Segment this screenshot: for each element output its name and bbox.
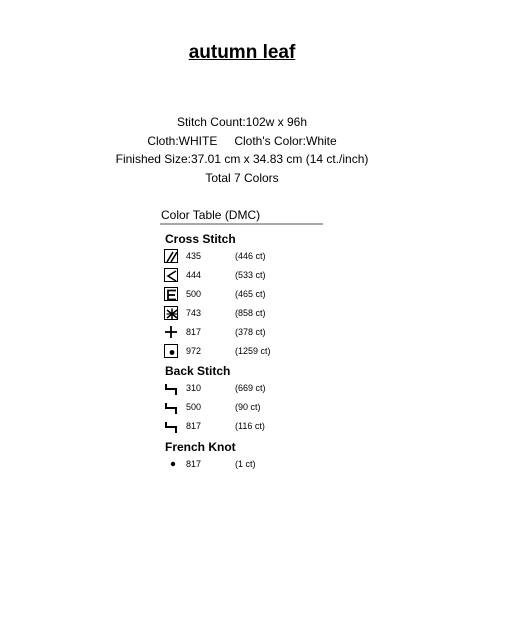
color-code: 817 [186, 421, 202, 431]
back-stitch-line-icon [164, 400, 180, 416]
stitch-count-value: (1 ct) [235, 459, 256, 469]
letter-e-icon [164, 287, 178, 301]
stitch-count: Stitch Count:102w x 96h [176, 115, 308, 129]
back-stitch-line-icon [164, 419, 180, 435]
back-stitch-heading: Back Stitch [165, 364, 231, 378]
stitch-count-value: (858 ct) [235, 308, 266, 318]
stitch-count-value: (90 ct) [235, 402, 261, 412]
back-stitch-line-icon [164, 381, 180, 397]
stitch-count-value: (533 ct) [235, 270, 266, 280]
cloth-label: Cloth:WHITE [147, 134, 218, 148]
stitch-count-value: (465 ct) [235, 289, 266, 299]
cross-stitch-heading: Cross Stitch [165, 232, 236, 246]
less-than-icon [164, 268, 178, 282]
finished-size: Finished Size:37.01 cm x 34.83 cm (14 ct./inch) [115, 152, 369, 166]
french-knot-dot-icon [164, 457, 180, 473]
dot-icon [164, 344, 178, 358]
color-code: 500 [186, 402, 202, 412]
plus-icon [164, 325, 178, 339]
color-code: 435 [186, 251, 202, 261]
color-code: 817 [186, 459, 202, 469]
color-table-title: Color Table (DMC) [161, 208, 261, 222]
double-slash-icon [164, 249, 178, 263]
color-code: 500 [186, 289, 202, 299]
stitch-count-value: (446 ct) [235, 251, 266, 261]
stitch-count-value: (669 ct) [235, 383, 266, 393]
asterisk-icon [164, 306, 178, 320]
stitch-count-value: (116 ct) [235, 421, 265, 431]
color-table-divider [160, 223, 323, 225]
color-code: 972 [186, 346, 202, 356]
color-code: 310 [186, 383, 202, 393]
color-code: 817 [186, 327, 202, 337]
cloth-color-label: Cloth's Color:White [234, 134, 337, 148]
french-knot-heading: French Knot [165, 440, 236, 454]
color-code: 743 [186, 308, 202, 318]
total-colors: Total 7 Colors [205, 171, 279, 185]
stitch-count-value: (1259 ct) [235, 346, 271, 356]
color-code: 444 [186, 270, 202, 280]
page-title: autumn leaf [188, 42, 296, 63]
stitch-count-value: (378 ct) [235, 327, 266, 337]
cloth-info [0, 134, 484, 148]
